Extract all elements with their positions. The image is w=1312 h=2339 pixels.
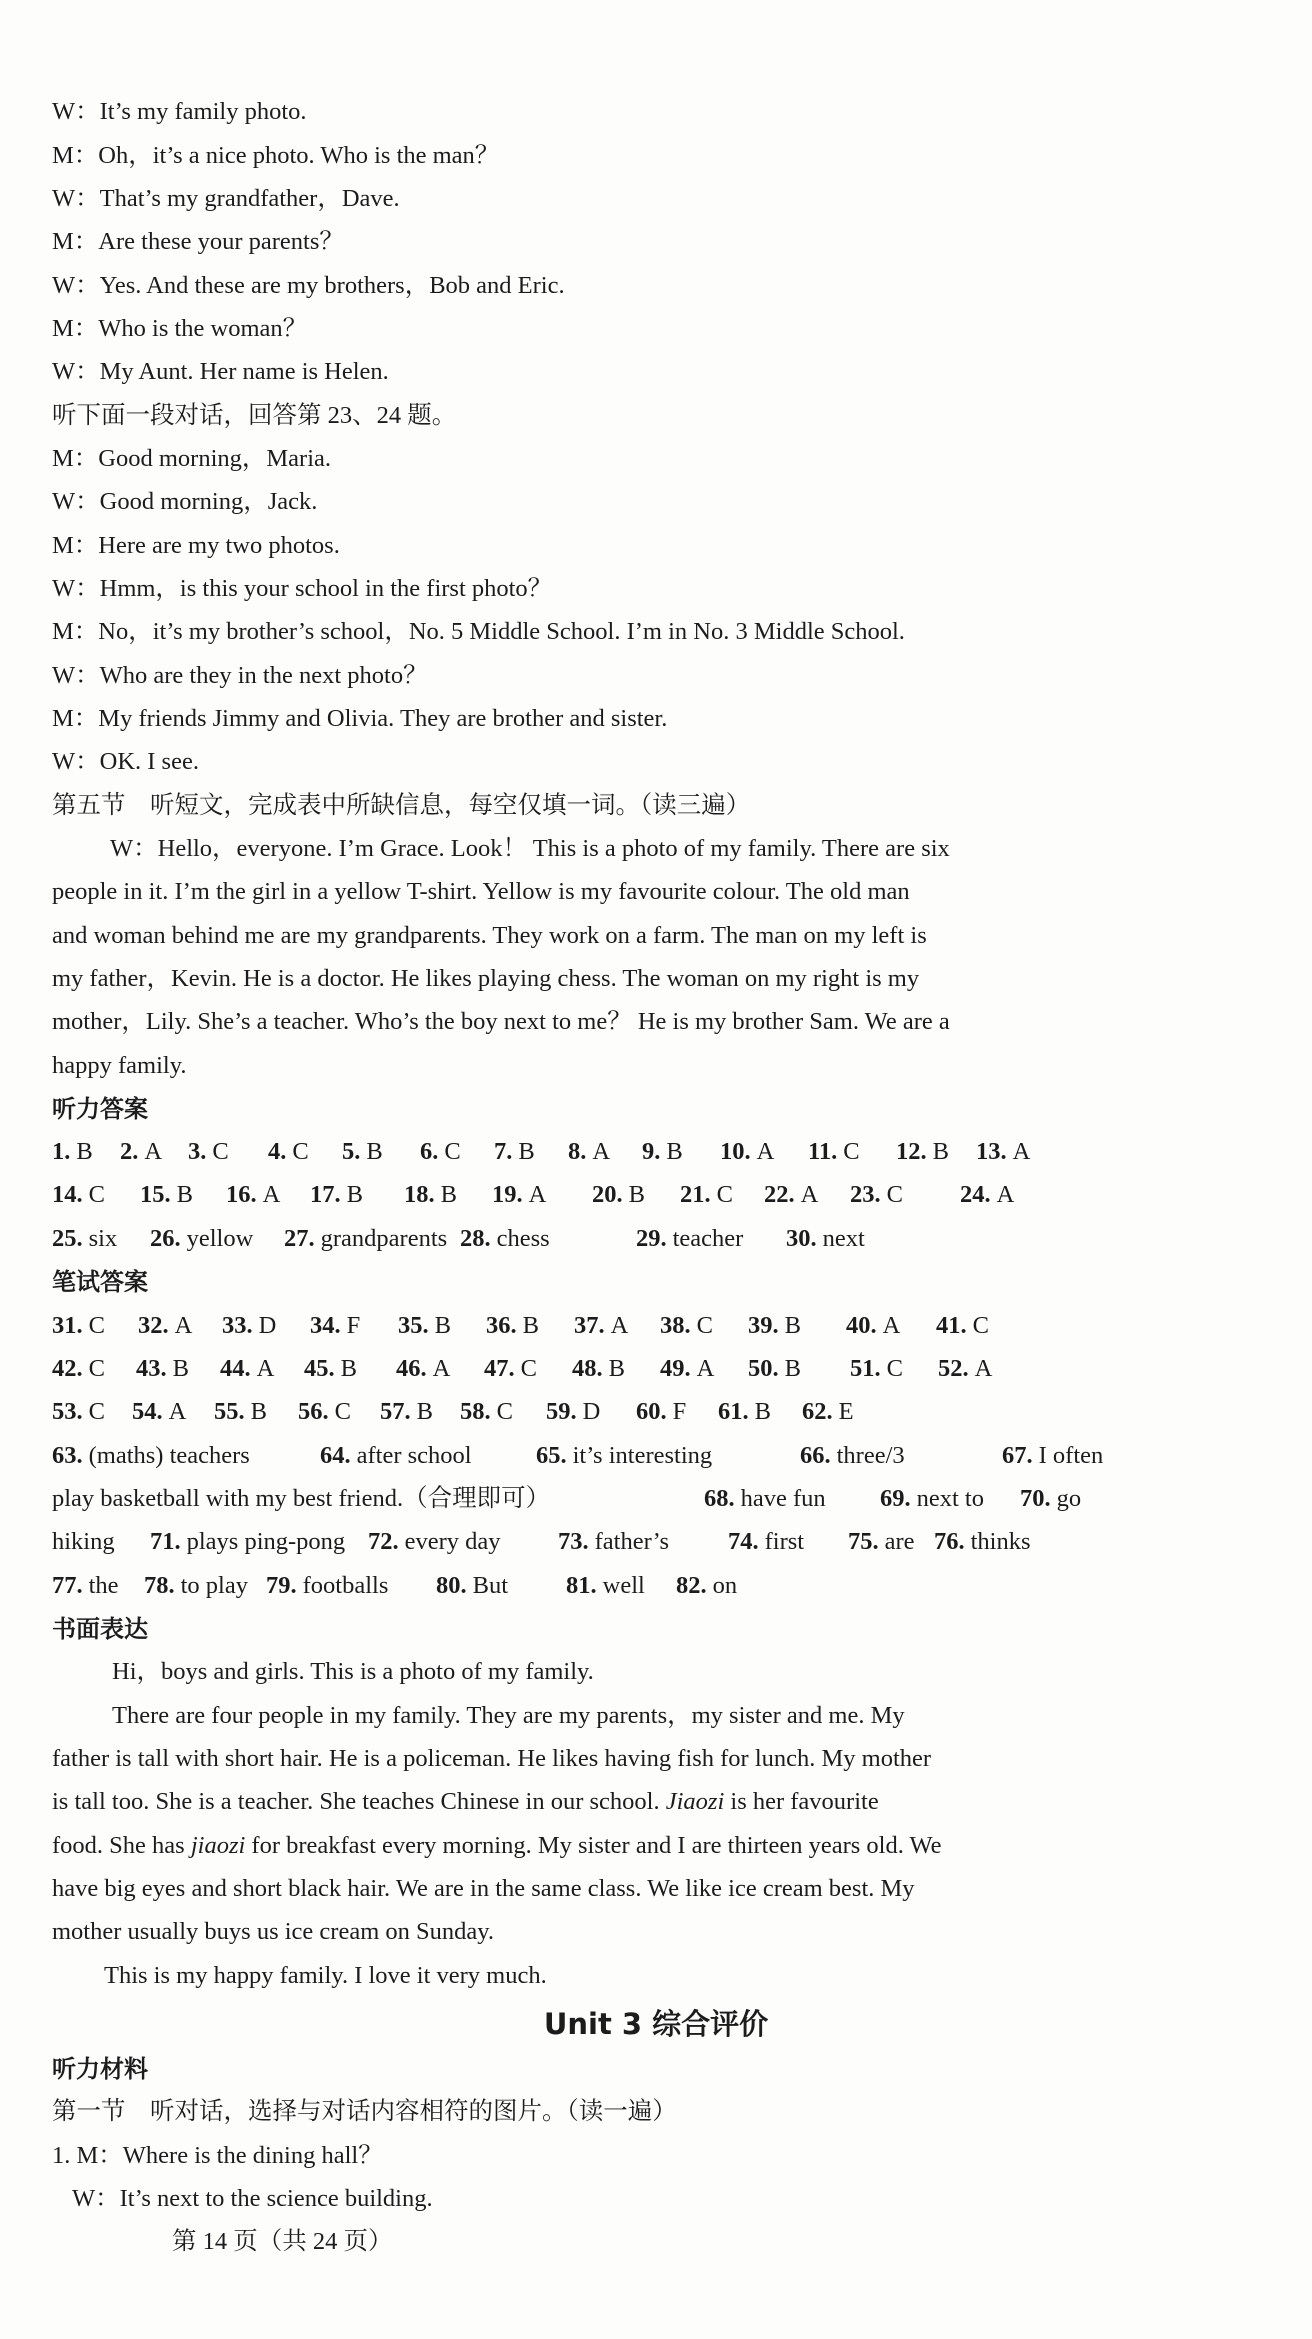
- answer-item: [808, 1136, 860, 1168]
- answer-number: 16.: [226, 1181, 257, 1208]
- answer-value: A: [1012, 1138, 1031, 1165]
- answer-value: C: [696, 1312, 713, 1339]
- answer-value: A: [262, 1181, 281, 1208]
- answer-number: 2.: [120, 1138, 139, 1165]
- answer-value: the: [88, 1572, 119, 1599]
- answer-item: [310, 1179, 363, 1211]
- answer-value: C: [886, 1181, 903, 1208]
- answer-number: 79.: [266, 1572, 297, 1599]
- answer-value: A: [996, 1181, 1015, 1208]
- answer-number: 30.: [786, 1225, 817, 1252]
- answer-value: C: [444, 1138, 461, 1165]
- answer-item: [460, 1396, 513, 1428]
- answer-value: C: [716, 1181, 733, 1208]
- listening-answers-heading: 听力答案: [52, 1095, 148, 1123]
- essay-line: There are four people in my family. They are my parents，my sister and me. My: [112, 1702, 905, 1729]
- answer-value: teacher: [672, 1225, 744, 1252]
- answer-value: C: [972, 1312, 989, 1339]
- answer-number: 40.: [846, 1312, 877, 1339]
- answer-item: [718, 1396, 771, 1428]
- writing-heading: 书面表达: [52, 1615, 148, 1643]
- answer-item: [934, 1526, 1031, 1558]
- answer-number: 60.: [636, 1398, 667, 1425]
- answer-item: [660, 1310, 713, 1342]
- answer-number: 66.: [800, 1442, 831, 1469]
- answer-number: 81.: [566, 1572, 597, 1599]
- answer-value: C: [212, 1138, 229, 1165]
- answer-number: 42.: [52, 1355, 83, 1382]
- answer-number: 58.: [460, 1398, 491, 1425]
- answer-value: play basketball with my best friend.（合理即可）: [52, 1485, 551, 1512]
- dialog-line: W：Yes. And these are my brothers，Bob and Eric.: [52, 272, 565, 299]
- answer-item: [494, 1136, 535, 1168]
- section-title: 第五节 听短文，完成表中所缺信息，每空仅填一词。（读三遍）: [52, 792, 751, 819]
- answer-item: [850, 1353, 903, 1385]
- essay-text: is tall too. She is a teacher. She teaches Chinese in our school.: [52, 1788, 666, 1815]
- dialog-line: M：Are these your parents？: [52, 228, 344, 255]
- answer-value: yellow: [186, 1225, 254, 1252]
- answer-value: C: [520, 1355, 537, 1382]
- answer-number: 5.: [342, 1138, 361, 1165]
- answer-number: 49.: [660, 1355, 691, 1382]
- answer-number: 78.: [144, 1572, 175, 1599]
- answer-item: [268, 1136, 309, 1168]
- answer-item: [960, 1179, 1014, 1211]
- answer-item: [266, 1570, 388, 1602]
- answer-number: 31.: [52, 1312, 83, 1339]
- answer-value: B: [76, 1138, 93, 1165]
- dialog-line: M：Good morning，Maria.: [52, 445, 331, 472]
- answer-value: to play: [180, 1572, 248, 1599]
- essay-line: [52, 1786, 1272, 1818]
- answer-number: 82.: [676, 1572, 707, 1599]
- page-footer: 第 14 页（共 24 页）: [172, 2228, 393, 2255]
- answer-item: [52, 1310, 105, 1342]
- answer-value: B: [754, 1398, 771, 1425]
- answer-item: [52, 1570, 119, 1602]
- answer-number: 13.: [976, 1138, 1007, 1165]
- answer-value: D: [582, 1398, 601, 1425]
- answer-value: go: [1056, 1485, 1082, 1512]
- answer-number: 15.: [140, 1181, 171, 1208]
- answer-value: B: [366, 1138, 383, 1165]
- essay-text: food. She has: [52, 1832, 191, 1859]
- answer-number: 28.: [460, 1225, 491, 1252]
- answer-number: 68.: [704, 1485, 735, 1512]
- answer-item: [536, 1440, 712, 1472]
- answer-value: every day: [404, 1528, 501, 1555]
- answer-number: 65.: [536, 1442, 567, 1469]
- answer-item: [380, 1396, 433, 1428]
- answer-item: [938, 1353, 992, 1385]
- dialog-line: W：Who are they in the next photo？: [52, 662, 428, 689]
- answer-item: [1002, 1440, 1103, 1472]
- answer-item: [880, 1483, 984, 1515]
- essay-line: [52, 1830, 1272, 1862]
- answer-number: 6.: [420, 1138, 439, 1165]
- answer-number: 26.: [150, 1225, 181, 1252]
- answer-value: three/3: [836, 1442, 905, 1469]
- answer-item: [660, 1353, 714, 1385]
- essay-line: mother usually buys us ice cream on Sunday.: [52, 1918, 495, 1945]
- answer-value: footballs: [302, 1572, 389, 1599]
- answer-item: [802, 1396, 854, 1428]
- question-line: 1. M：Where is the dining hall？: [52, 2142, 383, 2169]
- answer-number: 56.: [298, 1398, 329, 1425]
- answer-number: 7.: [494, 1138, 513, 1165]
- answer-item: [720, 1136, 774, 1168]
- answer-number: 55.: [214, 1398, 245, 1425]
- essay-italic: jiaozi: [190, 1832, 246, 1859]
- answer-value: have fun: [740, 1485, 826, 1512]
- essay-italic: Jiaozi: [665, 1788, 725, 1815]
- answer-item: [492, 1179, 546, 1211]
- dialog-line: M：Oh，it’s a nice photo. Who is the man？: [52, 142, 500, 169]
- answer-number: 75.: [848, 1528, 879, 1555]
- answer-value: A: [144, 1138, 163, 1165]
- answer-item: [120, 1136, 162, 1168]
- answer-item: [748, 1310, 801, 1342]
- answer-item: [136, 1353, 189, 1385]
- passage-line: mother，Lily. She’s a teacher. Who’s the boy next to me？ He is my brother Sam. We are a: [52, 1008, 950, 1035]
- answer-value: A: [610, 1312, 629, 1339]
- answer-item: [342, 1136, 383, 1168]
- dialog-line: M：My friends Jimmy and Olivia. They are brother and sister.: [52, 705, 668, 732]
- dialog-line: M：Who is the woman？: [52, 315, 308, 342]
- answer-number: 46.: [396, 1355, 427, 1382]
- answer-value: D: [258, 1312, 277, 1339]
- section-title: 第一节 听对话，选择与对话内容相符的图片。（读一遍）: [52, 2098, 677, 2125]
- written-answers-heading: 笔试答案: [52, 1268, 148, 1296]
- dialog-line: W：My Aunt. Her name is Helen.: [52, 358, 389, 385]
- answer-item: [764, 1179, 818, 1211]
- answer-item: [748, 1353, 801, 1385]
- answer-number: 48.: [572, 1355, 603, 1382]
- answer-number: 12.: [896, 1138, 927, 1165]
- answer-value: chess: [496, 1225, 550, 1252]
- answer-value: B: [666, 1138, 683, 1165]
- answer-value: C: [886, 1355, 903, 1382]
- answer-item: [592, 1179, 645, 1211]
- answer-number: 4.: [268, 1138, 287, 1165]
- answer-value: B: [434, 1312, 451, 1339]
- answer-value: C: [88, 1181, 105, 1208]
- essay-line: father is tall with short hair. He is a policeman. He likes having fish for lunch. My mother: [52, 1745, 932, 1772]
- answer-item: [226, 1179, 280, 1211]
- answer-item: [896, 1136, 949, 1168]
- answer-item: [52, 1179, 105, 1211]
- answer-number: 71.: [150, 1528, 181, 1555]
- answer-value: B: [176, 1181, 193, 1208]
- answer-number: 36.: [486, 1312, 517, 1339]
- essay-line: have big eyes and short black hair. We are in the same class. We like ice cream best. My: [52, 1875, 915, 1902]
- answer-value: on: [712, 1572, 738, 1599]
- answer-item: [936, 1310, 989, 1342]
- answer-number: 45.: [304, 1355, 335, 1382]
- answer-value: B: [340, 1355, 357, 1382]
- answer-number: 80.: [436, 1572, 467, 1599]
- answer-item: [848, 1526, 915, 1558]
- answer-number: 3.: [188, 1138, 207, 1165]
- answer-value: six: [88, 1225, 118, 1252]
- answer-value: C: [496, 1398, 513, 1425]
- answer-number: 23.: [850, 1181, 881, 1208]
- answer-value: A: [974, 1355, 993, 1382]
- answer-value: are: [884, 1528, 915, 1555]
- answer-item: [704, 1483, 826, 1515]
- answer-value: B: [416, 1398, 433, 1425]
- answer-number: 47.: [484, 1355, 515, 1382]
- answer-item: [140, 1179, 193, 1211]
- answer-number: 67.: [1002, 1442, 1033, 1469]
- answer-value: A: [882, 1312, 901, 1339]
- answer-item: [976, 1136, 1030, 1168]
- answer-item: [636, 1223, 743, 1255]
- answer-value: B: [628, 1181, 645, 1208]
- answer-number: 25.: [52, 1225, 83, 1252]
- answer-item: [566, 1570, 645, 1602]
- answer-item: [486, 1310, 539, 1342]
- passage-line: and woman behind me are my grandparents. They work on a farm. The man on my left is: [52, 922, 927, 949]
- answer-item: [52, 1526, 115, 1558]
- answer-item: [150, 1526, 345, 1558]
- answer-number: 34.: [310, 1312, 341, 1339]
- answer-number: 70.: [1020, 1485, 1051, 1512]
- answer-value: next to: [916, 1485, 984, 1512]
- answer-number: 64.: [320, 1442, 351, 1469]
- answer-value: A: [256, 1355, 275, 1382]
- answer-number: 61.: [718, 1398, 749, 1425]
- dialog-line: W：That’s my grandfather，Dave.: [52, 185, 400, 212]
- answer-item: [52, 1440, 250, 1472]
- answer-value: it’s interesting: [572, 1442, 713, 1469]
- answer-item: [304, 1353, 357, 1385]
- answer-number: 74.: [728, 1528, 759, 1555]
- answer-item: [52, 1223, 117, 1255]
- dialog-line: W：It’s my family photo.: [52, 98, 307, 125]
- unit-title: Unit 3 综合评价: [543, 2007, 769, 2041]
- answer-value: C: [88, 1398, 105, 1425]
- question-line: W：It’s next to the science building.: [72, 2185, 433, 2212]
- answer-item: [222, 1310, 276, 1342]
- answer-value: after school: [356, 1442, 472, 1469]
- answer-value: B: [608, 1355, 625, 1382]
- answer-item: [150, 1223, 253, 1255]
- answer-number: 19.: [492, 1181, 523, 1208]
- dialog-line: M：Here are my two photos.: [52, 532, 340, 559]
- answer-number: 11.: [808, 1138, 838, 1165]
- answer-item: [546, 1396, 600, 1428]
- answer-number: 39.: [748, 1312, 779, 1339]
- answer-number: 20.: [592, 1181, 623, 1208]
- answer-value: I often: [1038, 1442, 1104, 1469]
- answer-number: 21.: [680, 1181, 711, 1208]
- passage-line: W：Hello，everyone. I’m Grace. Look！ This is a photo of my family. There are six: [110, 835, 950, 862]
- answer-number: 76.: [934, 1528, 965, 1555]
- answer-value: A: [528, 1181, 547, 1208]
- answer-value: B: [784, 1355, 801, 1382]
- answer-value: C: [88, 1312, 105, 1339]
- passage-line: happy family.: [52, 1052, 187, 1079]
- answer-item: [214, 1396, 267, 1428]
- answer-item: [220, 1353, 274, 1385]
- answer-item: [568, 1136, 610, 1168]
- essay-greeting: Hi，boys and girls. This is a photo of my family.: [112, 1658, 594, 1685]
- answer-number: 62.: [802, 1398, 833, 1425]
- answer-item: [786, 1223, 865, 1255]
- answer-value: But: [472, 1572, 509, 1599]
- answer-item: [728, 1526, 804, 1558]
- passage-line: my father，Kevin. He is a doctor. He likes playing chess. The woman on my right is my: [52, 965, 920, 992]
- answer-item: [636, 1396, 686, 1428]
- answer-number: 50.: [748, 1355, 779, 1382]
- essay-text: for breakfast every morning. My sister and I are thirteen years old. We: [245, 1832, 942, 1859]
- listening-material-heading: 听力材料: [52, 2055, 148, 2083]
- answer-number: 43.: [136, 1355, 167, 1382]
- essay-text: is her favourite: [724, 1788, 879, 1815]
- answer-item: [320, 1440, 472, 1472]
- answer-value: B: [932, 1138, 949, 1165]
- answer-value: first: [764, 1528, 805, 1555]
- answer-value: B: [440, 1181, 457, 1208]
- answer-number: 44.: [220, 1355, 251, 1382]
- answer-value: A: [168, 1398, 187, 1425]
- answer-item: [800, 1440, 905, 1472]
- answer-item: [52, 1396, 105, 1428]
- answer-number: 38.: [660, 1312, 691, 1339]
- answer-value: A: [800, 1181, 819, 1208]
- answer-number: 73.: [558, 1528, 589, 1555]
- answer-number: 77.: [52, 1572, 83, 1599]
- answer-item: [144, 1570, 248, 1602]
- answer-number: 37.: [574, 1312, 605, 1339]
- answer-value: A: [696, 1355, 715, 1382]
- answer-item: [572, 1353, 625, 1385]
- answer-value: F: [672, 1398, 687, 1425]
- answer-number: 52.: [938, 1355, 969, 1382]
- answer-value: B: [346, 1181, 363, 1208]
- answer-item: [574, 1310, 628, 1342]
- answer-item: [404, 1179, 457, 1211]
- dialog-line: W：OK. I see.: [52, 748, 199, 775]
- answer-item: [284, 1223, 447, 1255]
- answer-number: 17.: [310, 1181, 341, 1208]
- answer-number: 8.: [568, 1138, 587, 1165]
- answer-number: 32.: [138, 1312, 169, 1339]
- answer-item: [1020, 1483, 1081, 1515]
- answer-item: [188, 1136, 229, 1168]
- answer-number: 72.: [368, 1528, 399, 1555]
- answer-value: grandparents: [320, 1225, 448, 1252]
- answer-value: A: [432, 1355, 451, 1382]
- passage-line: people in it. I’m the girl in a yellow T-shirt. Yellow is my favourite colour. The old man: [52, 878, 910, 905]
- answer-value: (maths) teachers: [88, 1442, 250, 1469]
- answer-item: [132, 1396, 186, 1428]
- answer-item: [52, 1483, 550, 1515]
- answer-item: [52, 1136, 93, 1168]
- answer-value: E: [838, 1398, 854, 1425]
- answer-number: 27.: [284, 1225, 315, 1252]
- answer-value: F: [346, 1312, 361, 1339]
- answer-item: [850, 1179, 903, 1211]
- answer-number: 41.: [936, 1312, 967, 1339]
- answer-item: [484, 1353, 537, 1385]
- answer-number: 33.: [222, 1312, 253, 1339]
- answer-value: A: [592, 1138, 611, 1165]
- answer-item: [398, 1310, 451, 1342]
- answer-value: well: [602, 1572, 645, 1599]
- answer-number: 22.: [764, 1181, 795, 1208]
- answer-value: next: [822, 1225, 865, 1252]
- answer-number: 1.: [52, 1138, 71, 1165]
- answer-item: [298, 1396, 351, 1428]
- answer-item: [846, 1310, 900, 1342]
- answer-value: plays ping-pong: [186, 1528, 346, 1555]
- answer-item: [460, 1223, 550, 1255]
- answer-item: [642, 1136, 683, 1168]
- answer-number: 18.: [404, 1181, 435, 1208]
- dialog-intro: 听下面一段对话，回答第 23、24 题。: [52, 402, 457, 429]
- dialog-line: M：No，it’s my brother’s school，No. 5 Middle School. I’m in No. 3 Middle School.: [52, 618, 905, 645]
- answer-number: 9.: [642, 1138, 661, 1165]
- answer-number: 59.: [546, 1398, 577, 1425]
- answer-value: hiking: [52, 1528, 115, 1555]
- answer-item: [420, 1136, 461, 1168]
- answer-item: [676, 1570, 737, 1602]
- answer-item: [680, 1179, 733, 1211]
- answer-value: C: [292, 1138, 309, 1165]
- answer-value: C: [88, 1355, 105, 1382]
- answer-number: 54.: [132, 1398, 163, 1425]
- answer-value: B: [522, 1312, 539, 1339]
- answer-item: [396, 1353, 450, 1385]
- answer-item: [52, 1353, 105, 1385]
- answer-number: 57.: [380, 1398, 411, 1425]
- answer-value: C: [843, 1138, 860, 1165]
- answer-value: B: [518, 1138, 535, 1165]
- answer-value: A: [174, 1312, 193, 1339]
- answer-item: [138, 1310, 192, 1342]
- answer-number: 10.: [720, 1138, 751, 1165]
- answer-value: B: [172, 1355, 189, 1382]
- answer-item: [436, 1570, 508, 1602]
- essay-closing: This is my happy family. I love it very much.: [104, 1962, 547, 1989]
- answer-number: 63.: [52, 1442, 83, 1469]
- answer-value: B: [784, 1312, 801, 1339]
- answer-number: 24.: [960, 1181, 991, 1208]
- answer-item: [558, 1526, 669, 1558]
- answer-item: [310, 1310, 360, 1342]
- answer-value: thinks: [970, 1528, 1031, 1555]
- dialog-line: W：Hmm，is this your school in the first photo？: [52, 575, 553, 602]
- answer-number: 69.: [880, 1485, 911, 1512]
- answer-number: 53.: [52, 1398, 83, 1425]
- answer-item: [368, 1526, 501, 1558]
- answer-value: father’s: [594, 1528, 669, 1555]
- answer-number: 14.: [52, 1181, 83, 1208]
- answer-number: 35.: [398, 1312, 429, 1339]
- answer-value: B: [250, 1398, 267, 1425]
- answer-number: 29.: [636, 1225, 667, 1252]
- answer-value: A: [756, 1138, 775, 1165]
- dialog-line: W：Good morning，Jack.: [52, 488, 318, 515]
- answer-value: C: [334, 1398, 351, 1425]
- answer-number: 51.: [850, 1355, 881, 1382]
